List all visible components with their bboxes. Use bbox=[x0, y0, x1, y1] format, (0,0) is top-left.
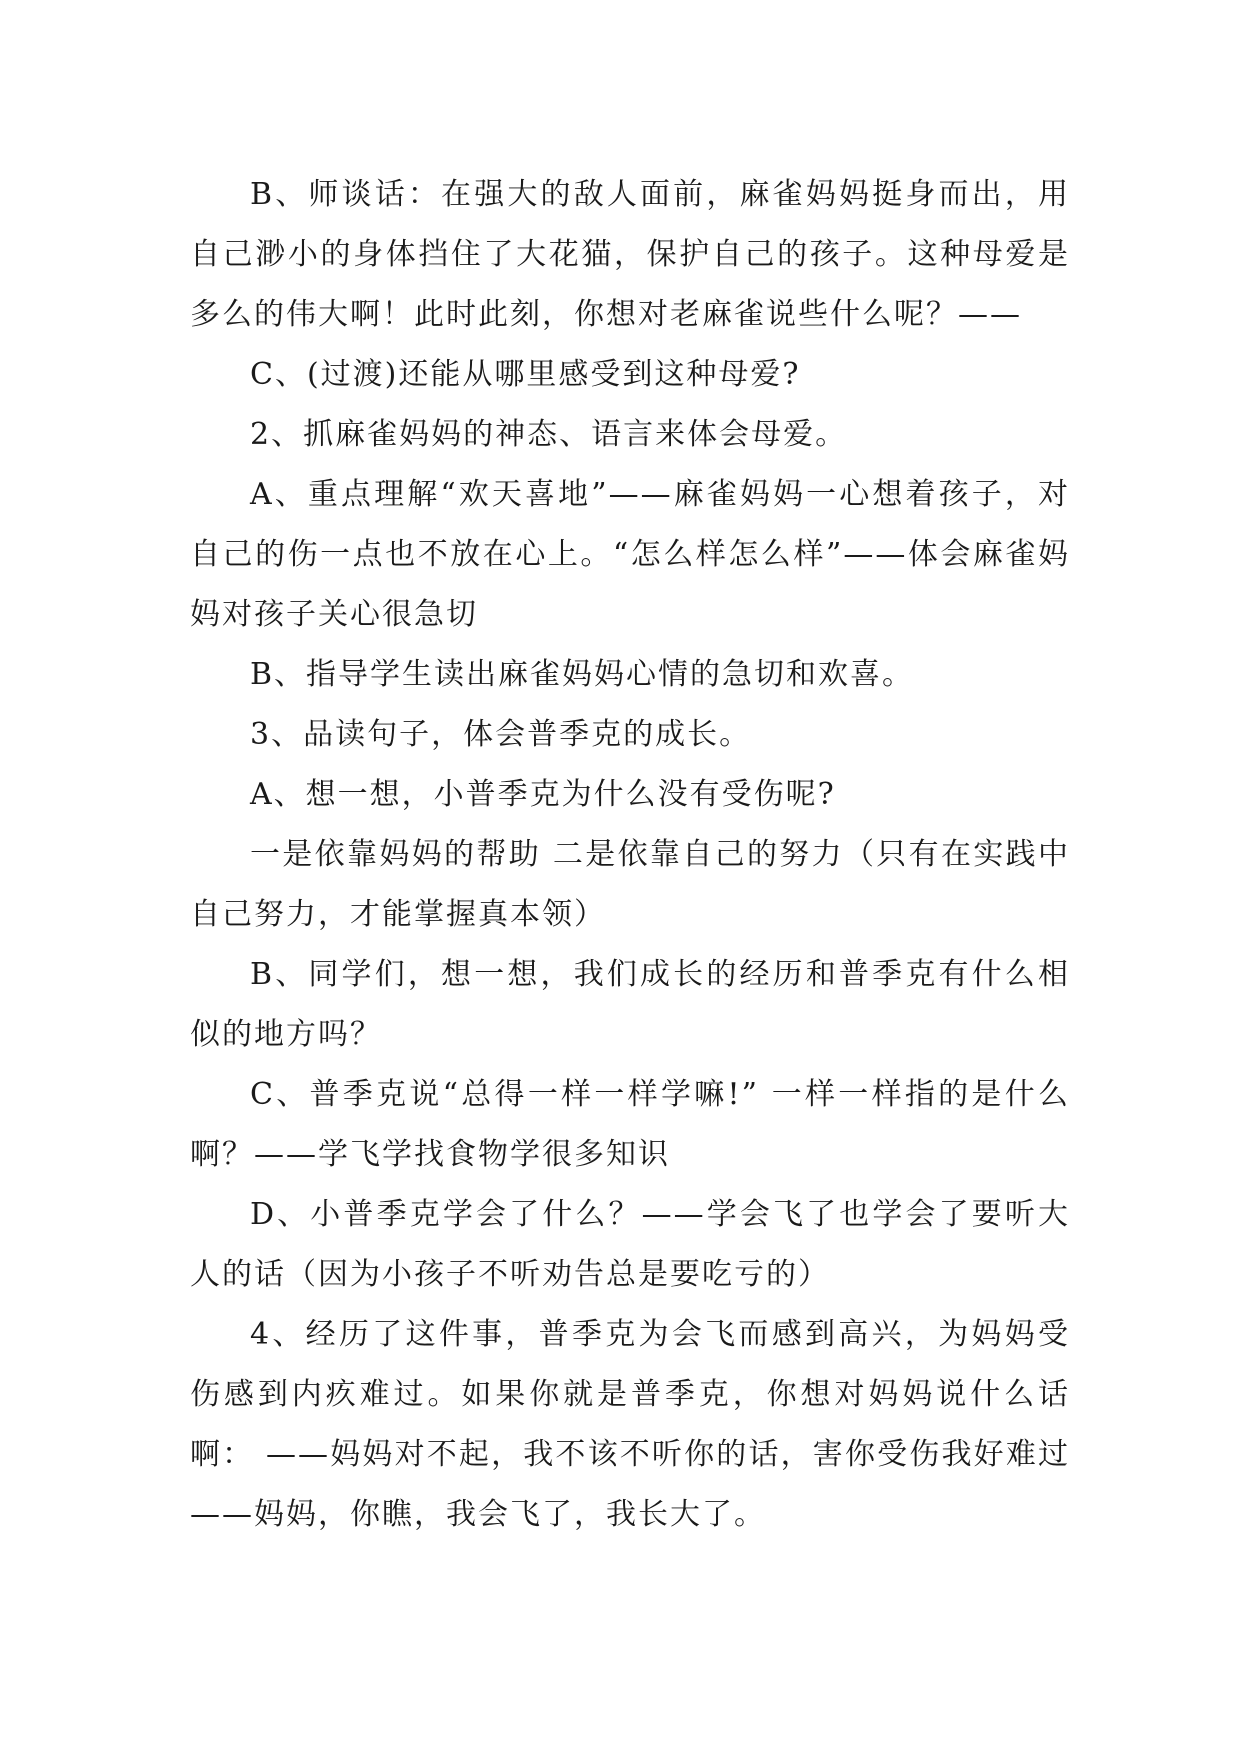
paragraph-2-expression: 2、抓麻雀妈妈的神态、语言来体会母爱。 bbox=[250, 417, 848, 452]
paragraph-a-think: A、想一想，小普季克为什么没有受伤呢? bbox=[250, 777, 836, 812]
paragraph-3-growth: 3、品读句子，体会普季克的成长。 bbox=[250, 717, 752, 752]
paragraph-b-reading-guide: B、指导学生读出麻雀妈妈心情的急切和欢喜。 bbox=[250, 657, 915, 692]
paragraph-d-learned: D、小普季克学会了什么？——学会飞了也学会了要听大人的话（因为小孩子不听劝告总是要吃亏的） bbox=[190, 1197, 1070, 1292]
paragraph-c-quote: C、普季克说“总得一样一样学嘛!” 一样一样指的是什么啊？——学飞学找食物学很多知识 bbox=[190, 1077, 1070, 1172]
paragraph-a-key-understanding: A、重点理解“欢天喜地”——麻雀妈妈一心想着孩子，对自己的伤一点也不放在心上。“怎么样怎么样”——体会麻雀妈妈对孩子关心很急切 bbox=[190, 477, 1070, 632]
paragraph-c-transition: C、(过渡)还能从哪里感受到这种母爱? bbox=[250, 357, 801, 392]
paragraph-b-teacher-talk: B、师谈话：在强大的敌人面前，麻雀妈妈挺身而出，用自己渺小的身体挡住了大花猫，保护自己的孩子。这种母爱是多么的伟大啊！此时此刻，你想对老麻雀说些什么呢？—— bbox=[190, 177, 1070, 332]
paragraph-b-classmates: B、同学们，想一想，我们成长的经历和普季克有什么相似的地方吗？ bbox=[190, 957, 1070, 1052]
document-body bbox=[190, 165, 1070, 1545]
paragraph-reasons: 一是依靠妈妈的帮助 二是依靠自己的努力（只有在实践中自己努力，才能掌握真本领） bbox=[190, 837, 1070, 932]
paragraph-4-experience: 4、经历了这件事，普季克为会飞而感到高兴，为妈妈受伤感到内疚难过。如果你就是普季克，你想对妈妈说什么话啊： ——妈妈对不起，我不该不听你的话，害你受伤我好难过 ——妈妈，你瞧，我会飞了，我长大了。 bbox=[190, 1317, 1070, 1532]
